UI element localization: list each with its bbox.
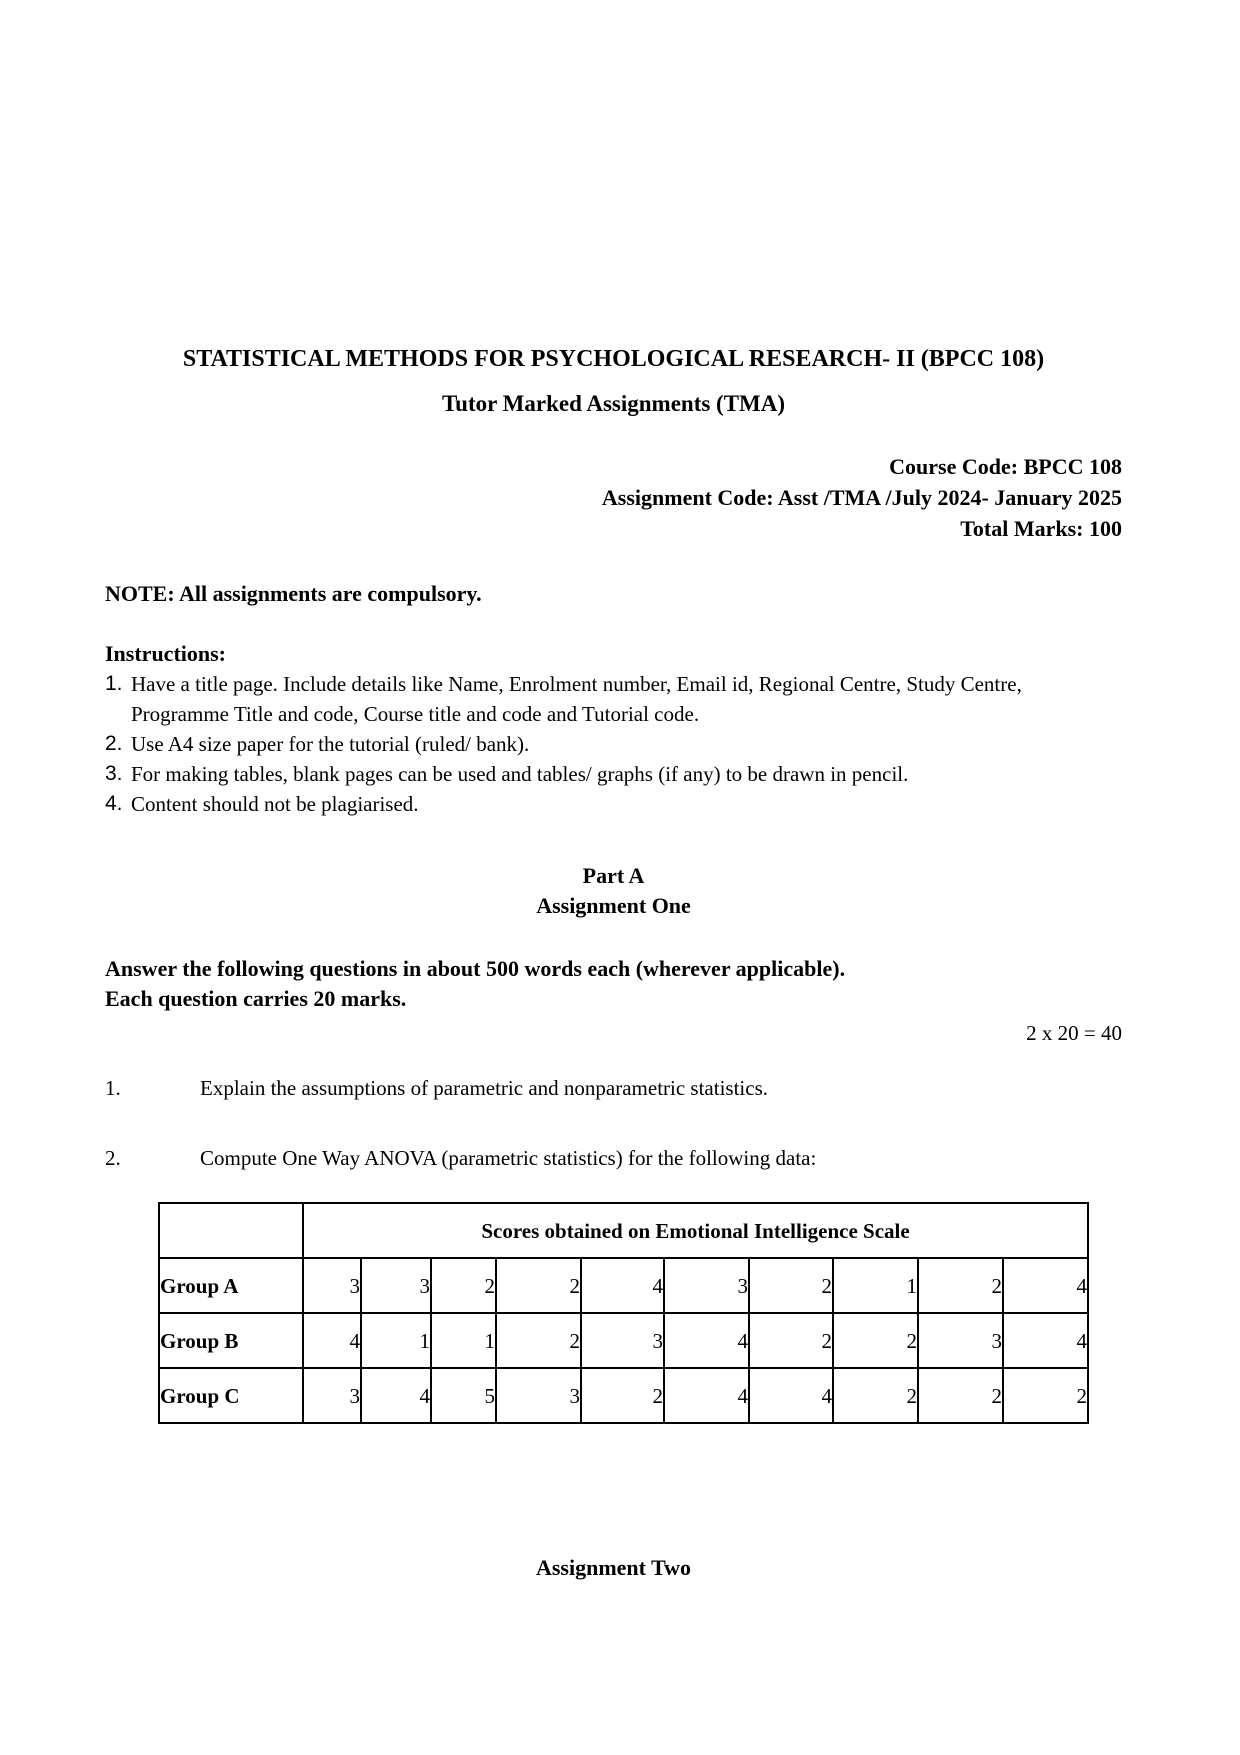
part-a-heading: Part A bbox=[582, 863, 645, 888]
instruction-item bbox=[105, 669, 1122, 729]
instruction-number: 1. bbox=[105, 672, 123, 695]
score-cell: 3 bbox=[361, 1258, 431, 1313]
answer-instruction-line-1: Answer the following questions in about 500 words each (wherever applicable). bbox=[105, 956, 846, 981]
score-cell: 1 bbox=[431, 1313, 496, 1368]
instruction-text: Content should not be plagiarised. bbox=[131, 792, 419, 816]
question-item-1 bbox=[105, 1073, 1122, 1103]
score-cell: 4 bbox=[664, 1313, 749, 1368]
score-cell: 2 bbox=[1003, 1368, 1088, 1423]
score-cell: 3 bbox=[581, 1313, 664, 1368]
table-corner-cell bbox=[159, 1203, 303, 1258]
table-row-group-a bbox=[159, 1258, 1088, 1313]
instruction-item bbox=[105, 729, 1122, 759]
row-label: Group A bbox=[159, 1258, 303, 1313]
assignment-code-line: Assignment Code: Asst /TMA /July 2024- January 2025 bbox=[601, 485, 1122, 510]
instruction-text: For making tables, blank pages can be used and tables/ graphs (if any) to be drawn in pencil. bbox=[131, 762, 909, 786]
instruction-text: Have a title page. Include details like Name, Enrolment number, Email id, Regional Centre, Study Centre, Programme Title and code, Course title and code and Tutorial code. bbox=[131, 672, 1022, 726]
score-cell: 2 bbox=[833, 1313, 918, 1368]
score-cell: 4 bbox=[749, 1368, 833, 1423]
score-cell: 2 bbox=[431, 1258, 496, 1313]
score-cell: 4 bbox=[303, 1313, 361, 1368]
table-row-group-c bbox=[159, 1368, 1088, 1423]
row-label: Group C bbox=[159, 1368, 303, 1423]
score-cell: 4 bbox=[664, 1368, 749, 1423]
score-cell: 3 bbox=[918, 1313, 1003, 1368]
total-marks-line: Total Marks: 100 bbox=[960, 516, 1122, 541]
score-cell: 4 bbox=[1003, 1313, 1088, 1368]
question-text: Compute One Way ANOVA (parametric statistics) for the following data: bbox=[200, 1146, 817, 1170]
score-cell: 3 bbox=[496, 1368, 581, 1423]
score-cell: 4 bbox=[1003, 1258, 1088, 1313]
score-cell: 2 bbox=[749, 1258, 833, 1313]
table-header-cell: Scores obtained on Emotional Intelligence Scale bbox=[303, 1203, 1088, 1258]
score-cell: 2 bbox=[496, 1313, 581, 1368]
score-cell: 4 bbox=[581, 1258, 664, 1313]
document-title: STATISTICAL METHODS FOR PSYCHOLOGICAL RESEARCH- II (BPCC 108) bbox=[182, 346, 1045, 372]
score-cell: 1 bbox=[361, 1313, 431, 1368]
row-label: Group B bbox=[159, 1313, 303, 1368]
compulsory-note: NOTE: All assignments are compulsory. bbox=[105, 581, 482, 606]
answer-instructions bbox=[105, 954, 1122, 1014]
instruction-text: Use A4 size paper for the tutorial (ruled/ bank). bbox=[131, 732, 530, 756]
instruction-item bbox=[105, 789, 1122, 819]
instructions-heading: Instructions: bbox=[105, 641, 227, 666]
score-cell: 2 bbox=[496, 1258, 581, 1313]
marks-formula: 2 x 20 = 40 bbox=[1026, 1021, 1122, 1045]
score-cell: 5 bbox=[431, 1368, 496, 1423]
score-cell: 3 bbox=[303, 1258, 361, 1313]
question-number: 1. bbox=[105, 1076, 121, 1100]
assignment-one-heading: Assignment One bbox=[536, 893, 691, 918]
question-text: Explain the assumptions of parametric and nonparametric statistics. bbox=[200, 1076, 769, 1100]
score-cell: 3 bbox=[664, 1258, 749, 1313]
course-meta-block bbox=[105, 451, 1122, 544]
instruction-number: 2. bbox=[105, 732, 123, 755]
assignment-two-heading: Assignment Two bbox=[535, 1555, 692, 1580]
instructions-list bbox=[105, 669, 1122, 819]
instruction-number: 3. bbox=[105, 762, 123, 785]
instruction-number: 4. bbox=[105, 792, 123, 815]
score-cell: 1 bbox=[833, 1258, 918, 1313]
course-code-line: Course Code: BPCC 108 bbox=[889, 454, 1122, 479]
score-cell: 4 bbox=[361, 1368, 431, 1423]
table-header-row bbox=[159, 1203, 1088, 1258]
score-cell: 2 bbox=[918, 1368, 1003, 1423]
document-subtitle: Tutor Marked Assignments (TMA) bbox=[441, 391, 786, 416]
score-cell: 3 bbox=[303, 1368, 361, 1423]
score-cell: 2 bbox=[749, 1313, 833, 1368]
score-cell: 2 bbox=[581, 1368, 664, 1423]
table-row-group-b bbox=[159, 1313, 1088, 1368]
score-cell: 2 bbox=[918, 1258, 1003, 1313]
instruction-item bbox=[105, 759, 1122, 789]
answer-instruction-line-2: Each question carries 20 marks. bbox=[105, 986, 407, 1011]
question-number: 2. bbox=[105, 1146, 121, 1170]
question-item-2 bbox=[105, 1143, 1122, 1173]
score-cell: 2 bbox=[833, 1368, 918, 1423]
scores-table bbox=[158, 1202, 1089, 1424]
